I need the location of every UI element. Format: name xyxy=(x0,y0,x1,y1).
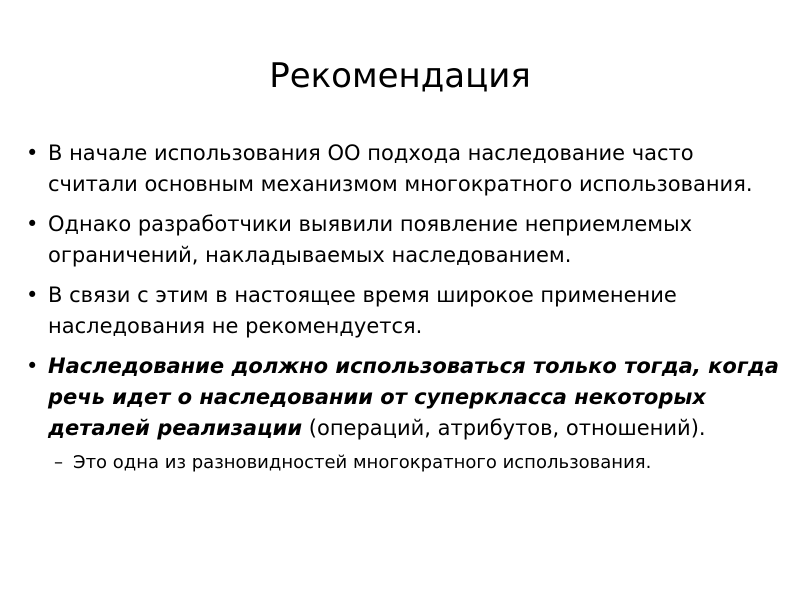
sub-bullet-mark: – xyxy=(54,452,63,473)
bullet-text: (операций, атрибутов, отношений). xyxy=(302,416,706,440)
slide-content xyxy=(20,138,780,476)
bullet-text: Однако разработчики выявили появление неприемлемых ограничений, накладываемых наследованием. xyxy=(48,212,693,267)
bullet-mark: • xyxy=(26,354,39,378)
bullet-item xyxy=(20,280,780,342)
bullet-item xyxy=(20,138,780,200)
sub-bullet-text: Это одна из разновидностей многократного использования. xyxy=(73,452,652,473)
slide-title: Рекомендация xyxy=(269,56,531,96)
bullet-mark: • xyxy=(26,212,39,236)
bullet-item xyxy=(20,351,780,444)
bullet-mark: • xyxy=(26,141,39,165)
bullet-text: В начале использования ОО подхода наследование часто считали основным механизмом многократного использования. xyxy=(48,141,753,196)
bullet-text: В связи с этим в настоящее время широкое применение наследования не рекомендуется. xyxy=(48,283,677,338)
bullet-item xyxy=(20,209,780,271)
bullet-mark: • xyxy=(26,283,39,307)
bullet-emphasis-text: Наследование должно использоваться только тогда, когда речь идет о наследовании от суперкласса некоторых деталей реализации xyxy=(48,354,779,440)
sub-bullet-item xyxy=(20,450,780,476)
